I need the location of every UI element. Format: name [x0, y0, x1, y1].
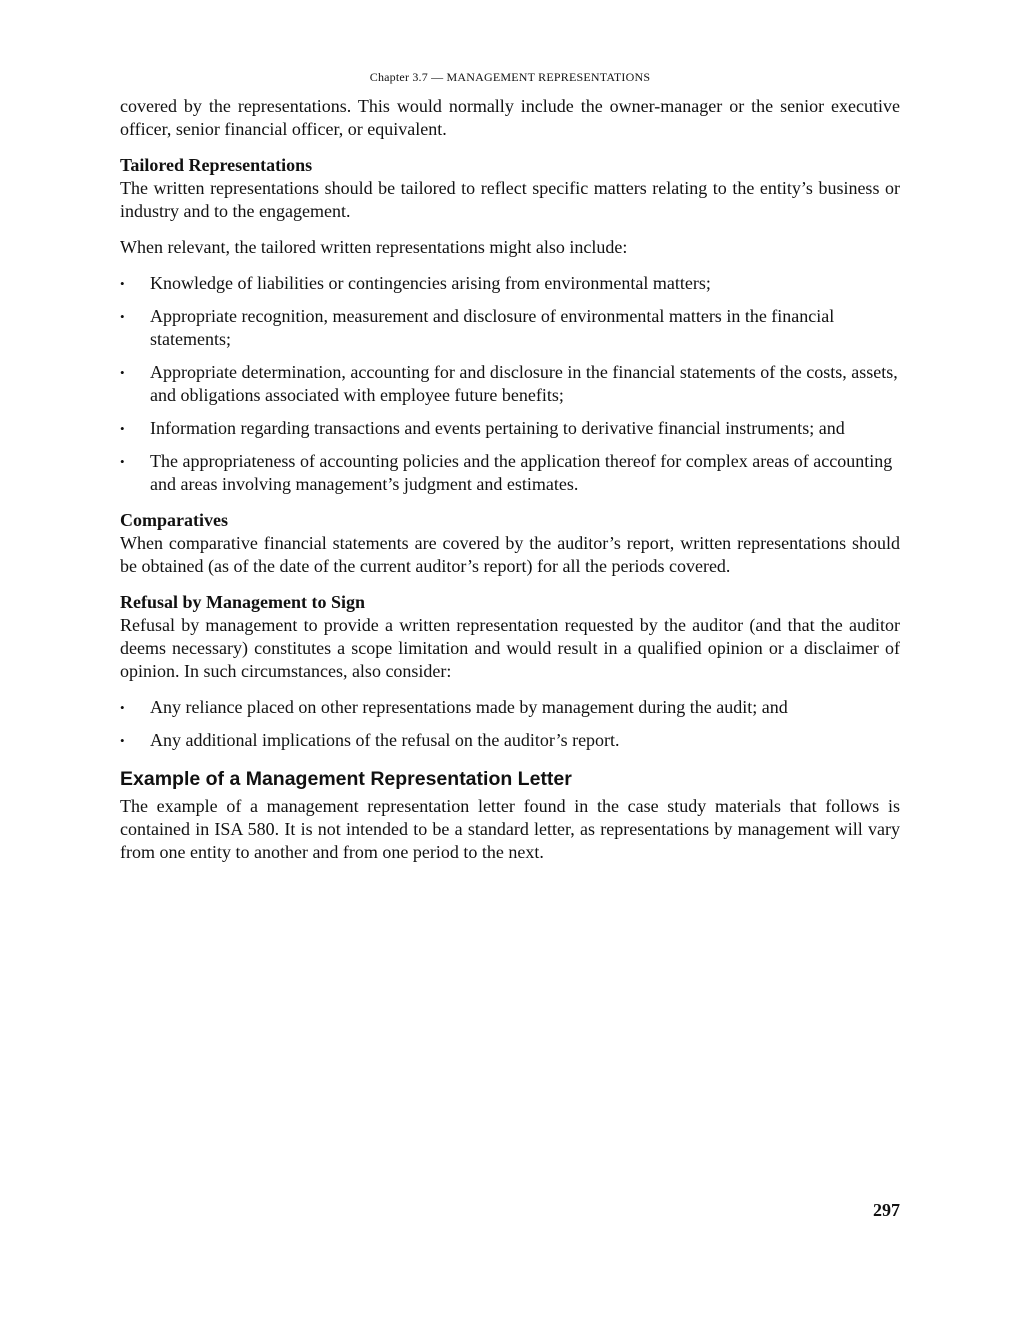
list-item — [120, 305, 900, 351]
running-header: Chapter 3.7 — MANAGEMENT REPRESENTATIONS — [369, 70, 651, 84]
list-item — [120, 361, 900, 407]
comparatives-section — [120, 509, 900, 578]
tailored-lead-paragraph: When relevant, the tailored written representations might also include: — [120, 237, 628, 257]
list-item-text: Appropriate determination, accounting for and disclosure in the financial statements of the costs, assets, and obligations associated with employee future benefits; — [150, 362, 898, 405]
example-heading: Example of a Management Representation Letter — [120, 768, 572, 790]
list-item — [120, 417, 900, 440]
bullet-glyph: • — [120, 733, 125, 748]
tailored-bullet-list — [120, 272, 900, 496]
list-item-text: Any additional implications of the refusal on the auditor’s report. — [150, 730, 620, 750]
bullet-glyph: • — [120, 309, 125, 324]
page-body — [120, 95, 900, 877]
refusal-heading: Refusal by Management to Sign — [120, 592, 366, 612]
bullet-glyph: • — [120, 454, 125, 469]
tailored-heading: Tailored Representations — [120, 155, 313, 175]
comparatives-heading: Comparatives — [120, 510, 228, 530]
bullet-glyph: • — [120, 421, 125, 436]
list-item-text: Knowledge of liabilities or contingencies arising from environmental matters; — [150, 273, 711, 293]
list-item — [120, 450, 900, 496]
page-number: 297 — [873, 1200, 900, 1220]
tailored-section — [120, 154, 900, 223]
list-item — [120, 729, 900, 752]
example-paragraph: The example of a management representation letter found in the case study materials that follows is contained in ISA 580. It is not intended to be a standard letter, as representations by management will vary from one entity to another and from one period to the next. — [120, 796, 900, 862]
comparatives-paragraph: When comparative financial statements are covered by the auditor’s report, written representations should be obtained (as of the date of the current auditor’s report) for all the periods covered. — [120, 533, 900, 576]
bullet-glyph: • — [120, 276, 125, 291]
refusal-paragraph: Refusal by management to provide a written representation requested by the auditor (and that the auditor deems necessary) constitutes a scope limitation and would result in a qualified opinion or a disclaimer of opinion. In such circumstances, also consider: — [120, 615, 900, 681]
refusal-bullet-list — [120, 696, 900, 752]
bullet-glyph: • — [120, 700, 125, 715]
list-item-text: Appropriate recognition, measurement and disclosure of environmental matters in the financial statements; — [150, 306, 835, 349]
list-item — [120, 696, 900, 719]
list-item — [120, 272, 900, 295]
refusal-section — [120, 591, 900, 683]
list-item-text: The appropriateness of accounting policies and the application thereof for complex areas of accounting and areas involving management’s judgment and estimates. — [150, 451, 893, 494]
list-item-text: Any reliance placed on other representations made by management during the audit; and — [150, 697, 788, 717]
intro-paragraph: covered by the representations. This would normally include the owner-manager or the senior executive officer, senior financial officer, or equivalent. — [120, 96, 900, 139]
tailored-paragraph: The written representations should be tailored to reflect specific matters relating to the entity’s business or industry and to the engagement. — [120, 178, 900, 221]
list-item-text: Information regarding transactions and events pertaining to derivative financial instruments; and — [150, 418, 845, 438]
bullet-glyph: • — [120, 365, 125, 380]
